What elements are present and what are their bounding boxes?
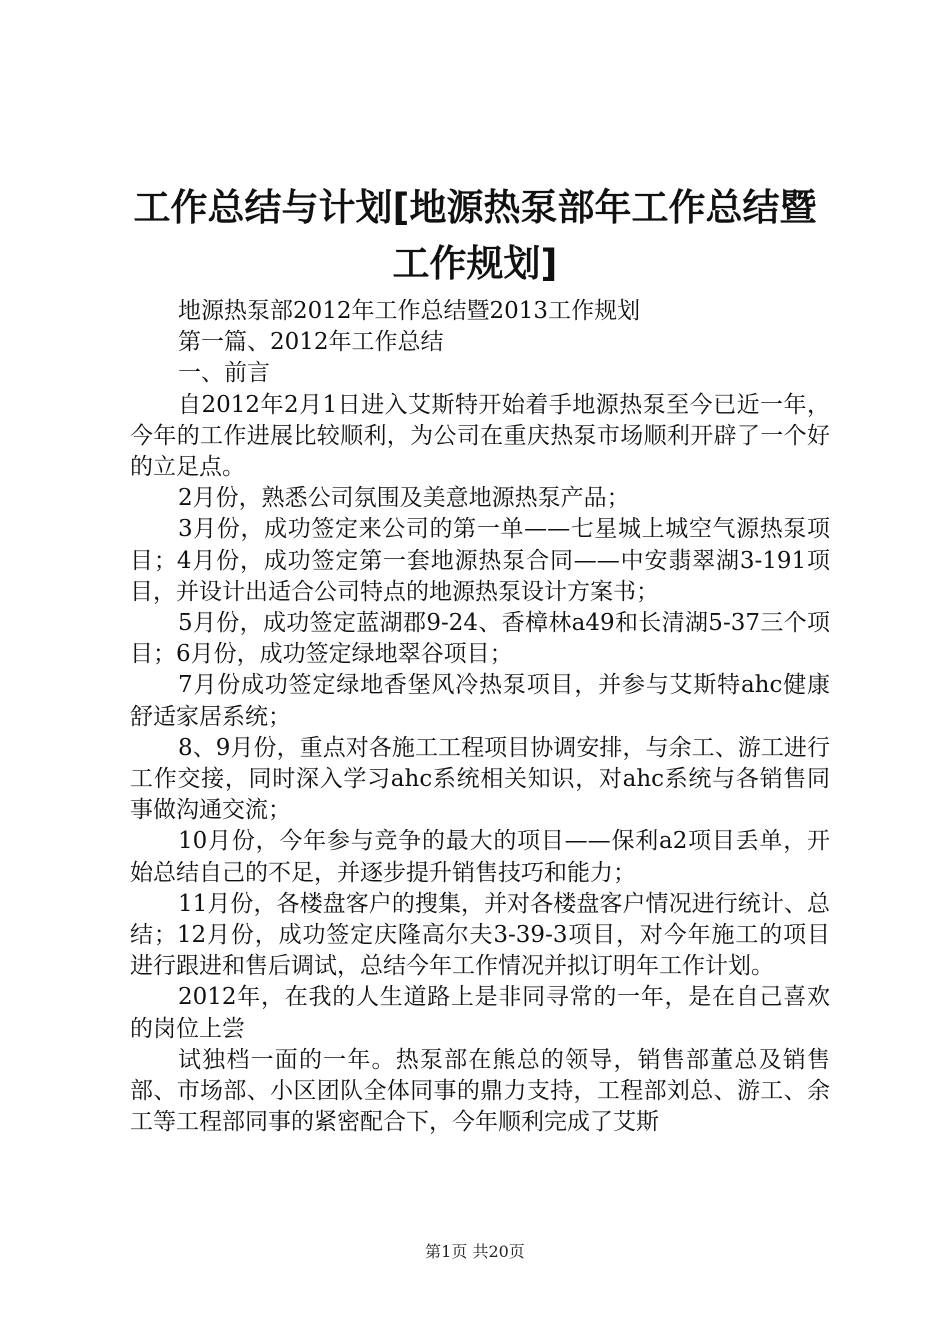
paragraph-march-april: 3月份，成功签定来公司的第一单——七星城上城空气源热泵项目；4月份，成功签定第一套地源热泵合同——中安翡翠湖3-191项目，并设计出适合公司特点的地源热泵设计方案书；	[130, 516, 830, 605]
paragraph-section-heading: 第一篇、2012年工作总结	[178, 329, 444, 356]
paragraph-subtitle: 地源热泵部2012年工作总结暨2013工作规划	[178, 298, 641, 324]
document-body	[130, 296, 830, 1138]
paragraph-august-september: 8、9月份，重点对各施工工程项目协调安排，与余工、游工进行工作交接，同时深入学习ahc系统相关知识，对ahc系统与各销售同事做沟通交流；	[130, 734, 830, 824]
page-number-footer: 第1页 共20页	[425, 1242, 525, 1261]
paragraph-may-june: 5月份，成功签定蓝湖郡9-24、香樟林a49和长清湖5-37三个项目；6月份，成功签定绿地翠谷项目；	[130, 610, 830, 668]
paragraph-february: 2月份，熟悉公司氛围及美意地源热泵产品；	[178, 485, 630, 512]
paragraph-intro: 自2012年2月1日进入艾斯特开始着手地源热泵至今已近一年，今年的工作进展比较顺利，为公司在重庆热泵市场顺利开辟了一个好的立足点。	[130, 391, 830, 481]
paragraph-preface-heading: 一、前言	[178, 360, 270, 387]
document-title: 工作总结与计划[地源热泵部年工作总结暨工作规划]	[133, 186, 817, 285]
paragraph-november-december: 11月份，各楼盘客户的搜集，并对各楼盘客户情况进行统计、总结；12月份，成功签定庆隆高尔夫3-39-3项目，对今年施工的项目进行跟进和售后调试，总结今年工作情况并拟订明年工作计划。	[130, 890, 830, 980]
paragraph-continued: 试独档一面的一年。热泵部在熊总的领导，销售部董总及销售部、市场部、小区团队全体同事的鼎力支持，工程部刘总、游工、余工等工程部同事的紧密配合下，今年顺利完成了艾斯	[130, 1046, 830, 1136]
paragraph-year-2012: 2012年，在我的人生道路上是非同寻常的一年，是在自己喜欢的岗位上尝	[130, 984, 830, 1042]
paragraph-october: 10月份，今年参与竞争的最大的项目——保利a2项目丢单，开始总结自己的不足，并逐步提升销售技巧和能力；	[130, 828, 830, 886]
paragraph-july: 7月份成功签定绿地香堡风冷热泵项目，并参与艾斯特ahc健康舒适家居系统；	[130, 672, 830, 730]
